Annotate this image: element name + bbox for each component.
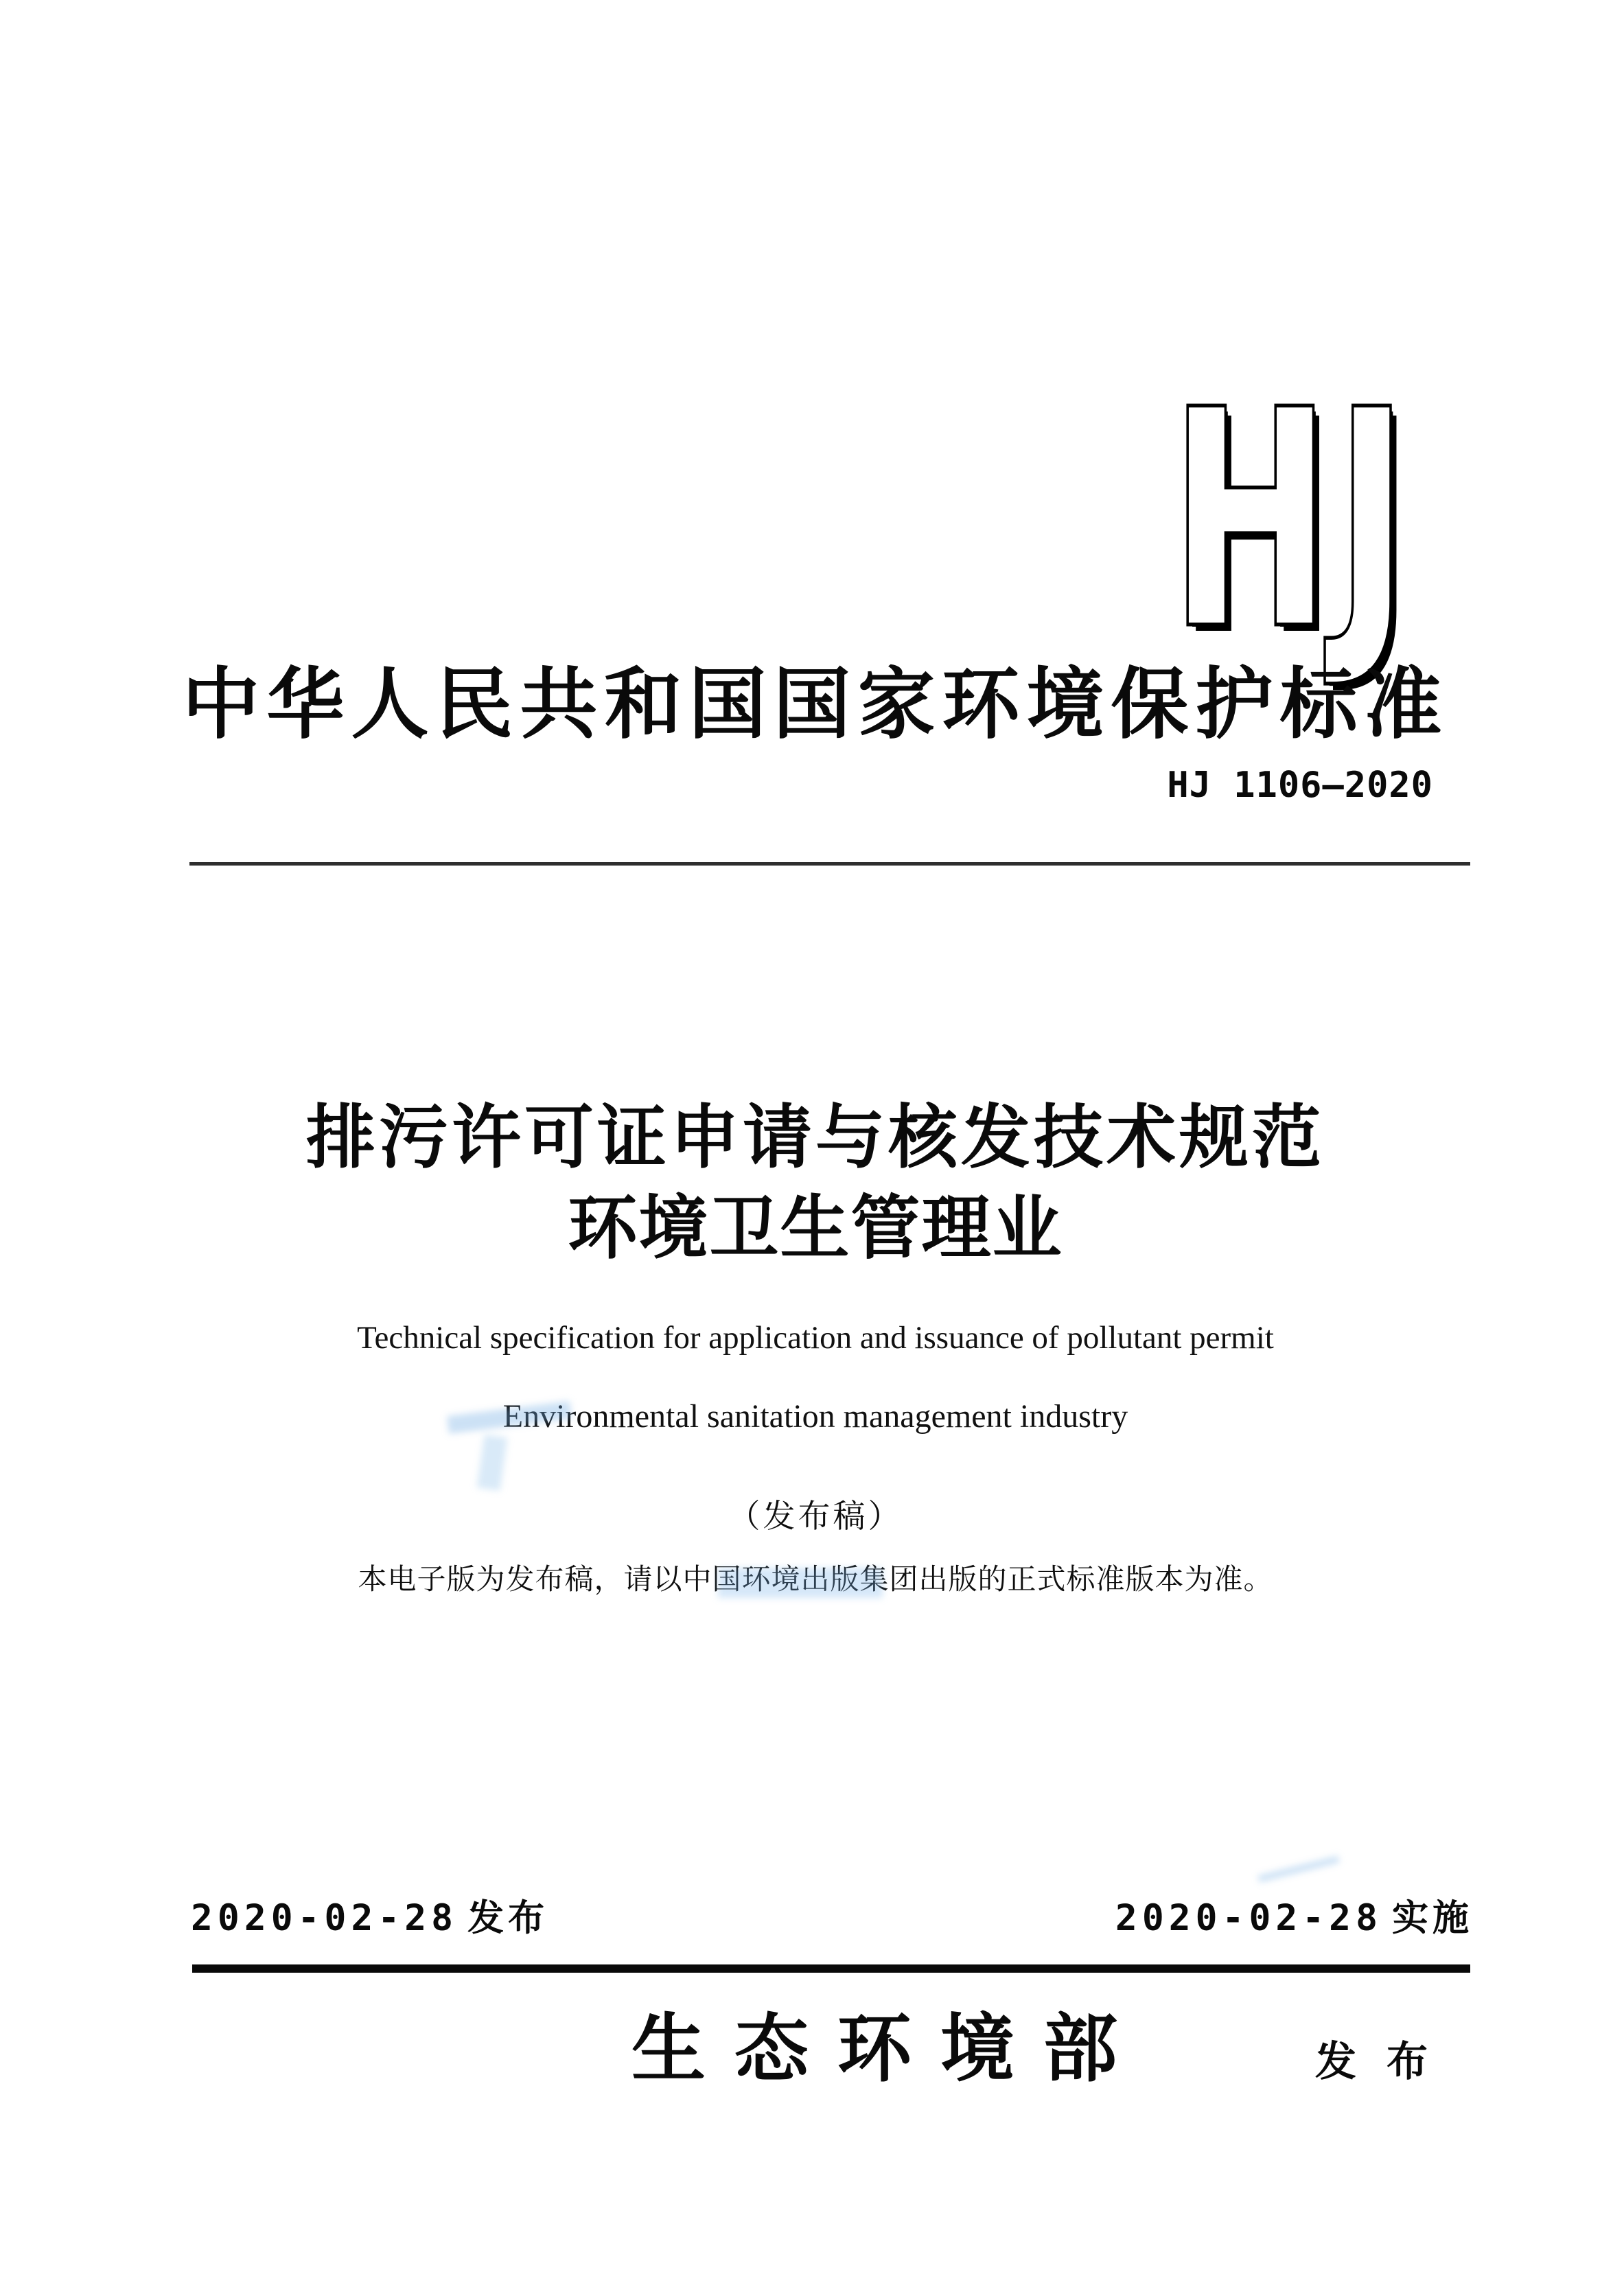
issue-date-group (191, 1889, 548, 1941)
electronic-version-note: 本电子版为发布稿，请以中国环境出版集团出版的正式标准版本为准。 (358, 1564, 1273, 1596)
issue-date-suffix: 发布 (467, 1898, 549, 1938)
draft-version-label: （发布稿） (728, 1499, 903, 1535)
implement-date-suffix: 实施 (1392, 1898, 1473, 1938)
national-standard-title: 中华人民共和国国家环境保护标准 (182, 661, 1449, 747)
document-title-line1: 排污许可证申请与核发技术规范 (305, 1100, 1325, 1176)
scan-artifact-smudge (1258, 1856, 1340, 1883)
dates-row (191, 1889, 1473, 1941)
header-divider-line (189, 862, 1470, 866)
footer-divider-line (192, 1964, 1470, 1973)
issuing-ministry-name: 生态环境部 (631, 2009, 1147, 2091)
document-title-line2: 环境卫生管理业 (568, 1190, 1063, 1267)
standard-code: HJ 1106—2020 (1167, 765, 1433, 806)
implement-date: 2020-02-28 (1115, 1897, 1382, 1939)
document-title-english-line1: Technical specification for application and issuance of pollutant permit (357, 1320, 1274, 1356)
scan-artifact-smudge (477, 1435, 508, 1491)
hj-logo: HJ (1171, 349, 1414, 693)
document-title-english-line2: Environmental sanitation management industry (502, 1398, 1128, 1435)
issue-date: 2020-02-28 (191, 1897, 459, 1939)
publish-label: 发布 (1315, 2039, 1458, 2085)
implement-date-group (1115, 1889, 1473, 1941)
